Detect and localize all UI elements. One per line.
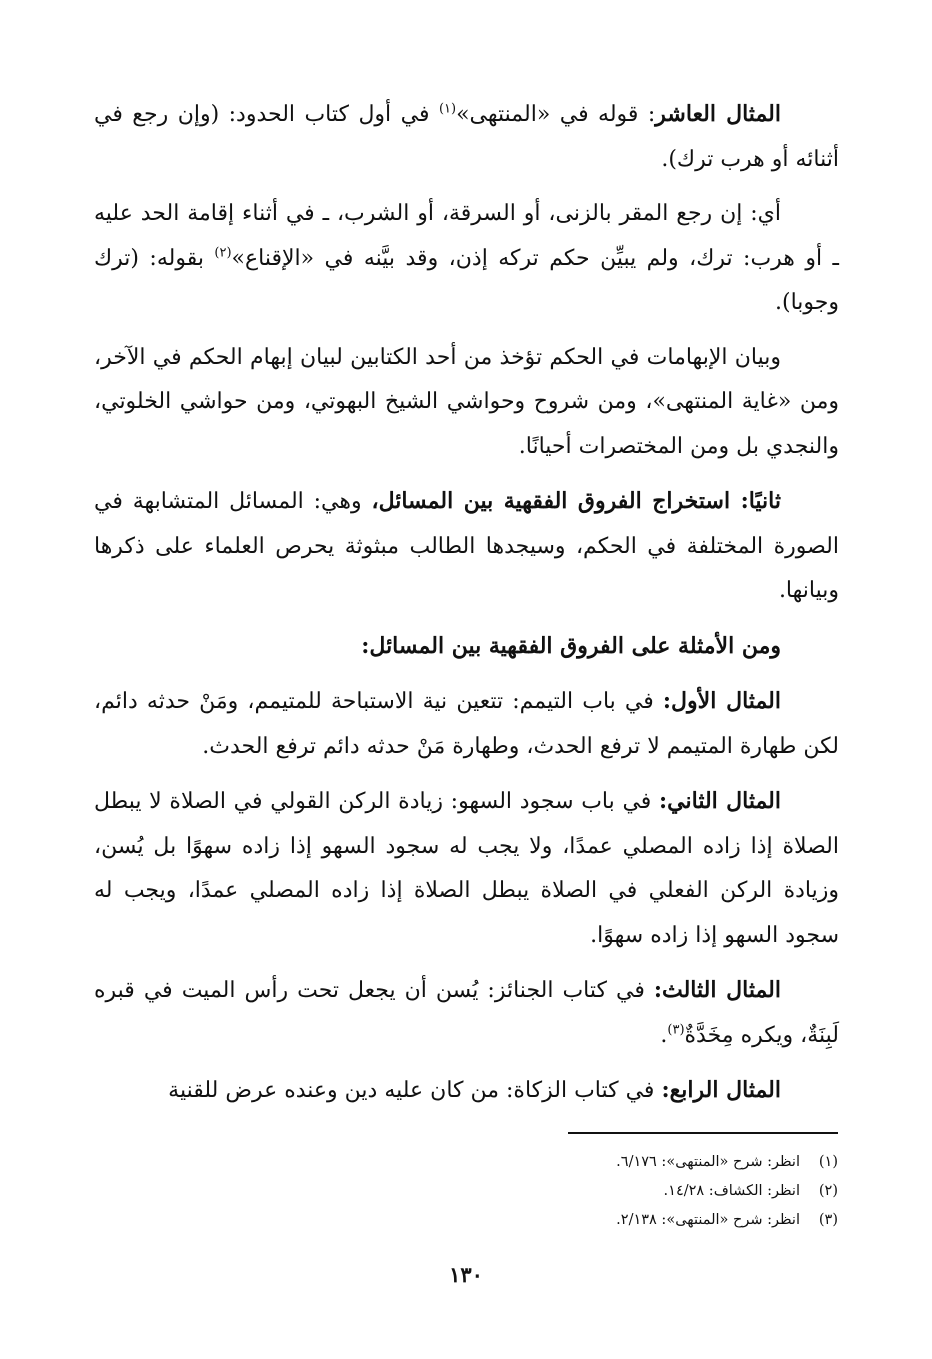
paragraph-text: في أول كتاب الحدود: (وإن رجع في أثنائه أو هرب ترك). xyxy=(94,102,839,172)
footnote-ref: (١) xyxy=(438,101,457,117)
paragraph-example-2 xyxy=(94,779,839,958)
main-text xyxy=(94,92,839,1124)
paragraph-text: : قوله في «المنتهى» xyxy=(456,102,656,127)
footnote-text: انظر: شرح «المنتهى»: ٢/١٣٨. xyxy=(616,1212,800,1228)
paragraph-example-3 xyxy=(94,968,839,1058)
paragraph-text: في باب سجود السهو: زيادة الركن القولي في الصلاة لا يبطل الصلاة إذا زاده المصلي عمدًا، ولا يجب له سجود السهو إذا زاده سهوًا بل يُسن، وزيادة الركن الفعلي في الصلاة يبطل الصلاة إذا زاده المصلي عمدًا، ويجب له سجود السهو إذا زاده سهوًا. xyxy=(94,789,839,948)
paragraph-text: بقوله: (ترك وجوبا). xyxy=(94,245,839,315)
paragraph-text: أي: إن رجع المقر بالزنى، أو السرقة، أو الشرب، ـ في أثناء إقامة الحد عليه ـ أو هرب: ترك، ولم يبيِّن حكم تركه إذن، وقد بيَّنه في «الإقناع» xyxy=(94,201,839,271)
example-heading: المثال الثاني: xyxy=(659,788,782,814)
section-heading: ومن الأمثلة على الفروق الفقهية بين المسائل: xyxy=(361,632,781,659)
example-heading: المثال العاشر xyxy=(655,101,781,127)
paragraph-example-10 xyxy=(94,92,839,182)
footnote-number: (١) xyxy=(818,1154,838,1170)
paragraph-clarification xyxy=(94,336,839,470)
footnote-text: انظر: الكشاف: ١٤/٢٨. xyxy=(663,1183,800,1199)
paragraph-example-4 xyxy=(94,1068,839,1114)
example-heading: المثال الرابع: xyxy=(661,1077,781,1103)
footnote-ref: (٣) xyxy=(667,1022,685,1038)
footnote xyxy=(438,1177,838,1206)
paragraph-examples-intro xyxy=(94,624,839,670)
paragraph-text: في كتاب الجنائز: يُسن أن يجعل تحت رأس الميت في قبره لَبِنَةٌ، ويكره مِخَدَّةٌ xyxy=(94,978,839,1048)
paragraph-example-1 xyxy=(94,679,839,769)
footnote-number: (٣) xyxy=(818,1212,838,1228)
page-number: ١٣٠ xyxy=(449,1262,483,1287)
paragraph-second-point xyxy=(94,479,839,614)
paragraph-text: وهي: المسائل المتشابهة في الصورة المختلفة في الحكم، وسيجدها الطالب مبثوثة يحرص العلماء على ذكرها وبيانها. xyxy=(94,489,839,603)
paragraph-text: وبيان الإبهامات في الحكم تؤخذ من أحد الكتابين لبيان إبهام الحكم في الآخر، ومن «غاية المنتهى»، ومن شروح وحواشي الشيخ البهوتي، ومن حواشي الخلوتي، والنجدي بل ومن المختصرات أحيانًا. xyxy=(94,344,839,459)
footnote-number: (٢) xyxy=(818,1183,838,1199)
footnote xyxy=(438,1206,838,1235)
paragraph-text: في كتاب الزكاة: من كان عليه دين وعنده عرض للقنية xyxy=(168,1078,662,1103)
paragraph-explanation xyxy=(94,192,839,326)
footnotes xyxy=(438,1148,838,1235)
paragraph-text: في باب التيمم: تتعين نية الاستباحة للمتيمم، ومَنْ حدثه دائم، لكن طهارة المتيمم لا ترفع الحدث، وطهارة مَنْ حدثه دائم ترفع الحدث. xyxy=(94,689,839,759)
footnote-divider xyxy=(568,1132,838,1134)
example-heading: المثال الثالث: xyxy=(653,977,781,1003)
footnote-ref: (٢) xyxy=(214,245,232,261)
footnote-text: انظر: شرح «المنتهى»: ٦/١٧٦. xyxy=(616,1154,800,1170)
section-heading: ثانيًا: استخراج الفروق الفقهية بين المسائل، xyxy=(371,488,782,514)
footnote xyxy=(438,1148,838,1177)
paragraph-text: . xyxy=(660,1022,668,1048)
example-heading: المثال الأول: xyxy=(662,688,781,714)
